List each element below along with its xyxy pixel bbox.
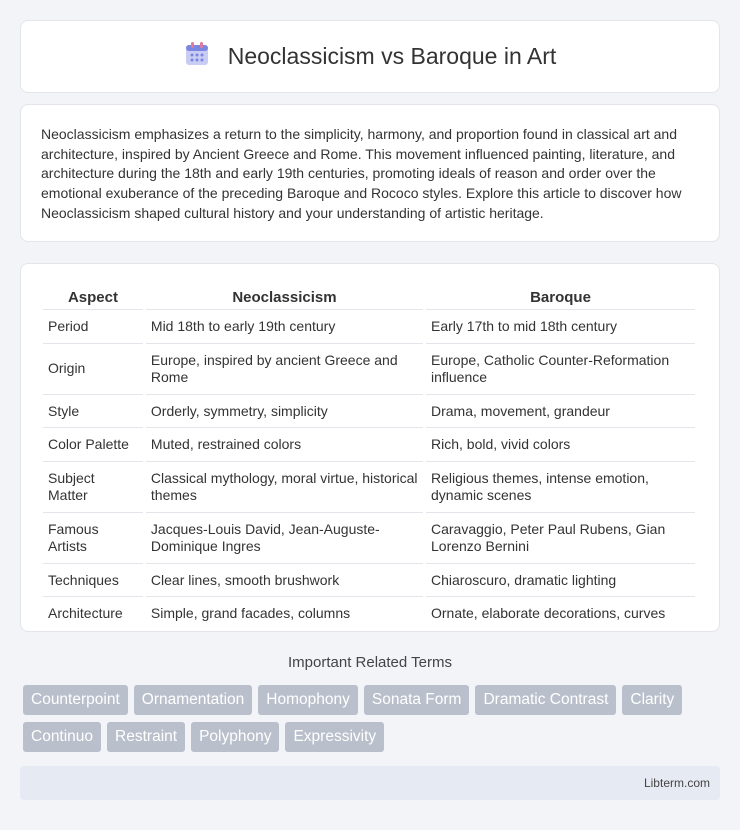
table-row bbox=[43, 597, 695, 630]
aspect-cell: Architecture bbox=[48, 605, 123, 621]
related-term-tag[interactable]: Counterpoint bbox=[23, 685, 128, 715]
baroque-cell: Early 17th to mid 18th century bbox=[426, 310, 695, 344]
baroque-cell: Chiaroscuro, dramatic lighting bbox=[426, 564, 695, 598]
aspect-cell: Famous Artists bbox=[43, 513, 143, 564]
table-row bbox=[43, 395, 695, 429]
baroque-cell: Religious themes, intense emotion, dynamic scenes bbox=[426, 462, 695, 513]
aspect-cell: Color Palette bbox=[43, 428, 143, 462]
neoclassicism-cell: Europe, inspired by ancient Greece and Rome bbox=[146, 344, 423, 395]
neoclassicism-cell: Muted, restrained colors bbox=[146, 428, 423, 462]
aspect-cell: Subject Matter bbox=[43, 462, 143, 513]
baroque-cell: Ornate, elaborate decorations, curves bbox=[431, 605, 666, 621]
baroque-cell: Drama, movement, grandeur bbox=[426, 395, 695, 429]
comparison-card bbox=[20, 263, 720, 632]
header-aspect: Aspect bbox=[43, 283, 143, 310]
header-neoclassicism: Neoclassicism bbox=[146, 283, 423, 310]
table-row bbox=[43, 428, 695, 462]
baroque-cell: Rich, bold, vivid colors bbox=[426, 428, 695, 462]
table-header-row bbox=[43, 283, 695, 310]
baroque-cell: Europe, Catholic Counter-Reformation influence bbox=[426, 344, 695, 395]
neoclassicism-cell: Mid 18th to early 19th century bbox=[146, 310, 423, 344]
table-row bbox=[43, 564, 695, 598]
footer-site-link[interactable]: Libterm.com bbox=[643, 776, 710, 790]
table-row bbox=[43, 344, 695, 395]
header-card bbox=[20, 20, 720, 93]
related-term-tag[interactable]: Continuo bbox=[23, 722, 101, 752]
related-term-tag[interactable]: Ornamentation bbox=[134, 685, 253, 715]
related-term-tag[interactable]: Expressivity bbox=[285, 722, 384, 752]
intro-text: Neoclassicism emphasizes a return to the simplicity, harmony, and proportion found in classical art and architecture, inspired by Ancient Greece and Rome. This movement influenced painting, literature, and architecture during the 18th and early 19th centuries, promoting ideals of reason and order over the emotional exuberance of the preceding Baroque and Rococo styles. Explore this article to discover how Neoclassicism shaped cultural history and your understanding of artistic heritage. bbox=[41, 126, 682, 221]
title-wrap bbox=[184, 41, 557, 72]
table-row bbox=[43, 310, 695, 344]
related-term-tag[interactable]: Sonata Form bbox=[364, 685, 470, 715]
related-terms-list bbox=[23, 685, 723, 752]
neoclassicism-cell: Jacques-Louis David, Jean-Auguste-Dominique Ingres bbox=[146, 513, 423, 564]
table-row bbox=[43, 513, 695, 564]
intro-card bbox=[20, 104, 720, 242]
related-terms-title: Important Related Terms bbox=[288, 654, 452, 671]
neoclassicism-cell: Classical mythology, moral virtue, historical themes bbox=[146, 462, 423, 513]
footer bbox=[20, 766, 720, 800]
related-term-tag[interactable]: Restraint bbox=[107, 722, 185, 752]
neoclassicism-cell: Orderly, symmetry, simplicity bbox=[146, 395, 423, 429]
aspect-cell: Origin bbox=[43, 344, 143, 395]
neoclassicism-cell: Simple, grand facades, columns bbox=[150, 605, 351, 621]
related-term-tag[interactable]: Dramatic Contrast bbox=[475, 685, 616, 715]
calendar-icon bbox=[184, 41, 210, 72]
table-row bbox=[43, 462, 695, 513]
aspect-cell: Techniques bbox=[43, 564, 143, 598]
related-term-tag[interactable]: Polyphony bbox=[191, 722, 279, 752]
aspect-cell: Style bbox=[43, 395, 143, 429]
related-term-tag[interactable]: Homophony bbox=[258, 685, 358, 715]
header-baroque: Baroque bbox=[426, 283, 695, 310]
neoclassicism-cell: Clear lines, smooth brushwork bbox=[146, 564, 423, 598]
related-term-tag[interactable]: Clarity bbox=[622, 685, 682, 715]
comparison-table bbox=[40, 283, 698, 630]
baroque-cell: Caravaggio, Peter Paul Rubens, Gian Lorenzo Bernini bbox=[426, 513, 695, 564]
aspect-cell: Period bbox=[43, 310, 143, 344]
page-title: Neoclassicism vs Baroque in Art bbox=[227, 43, 557, 69]
